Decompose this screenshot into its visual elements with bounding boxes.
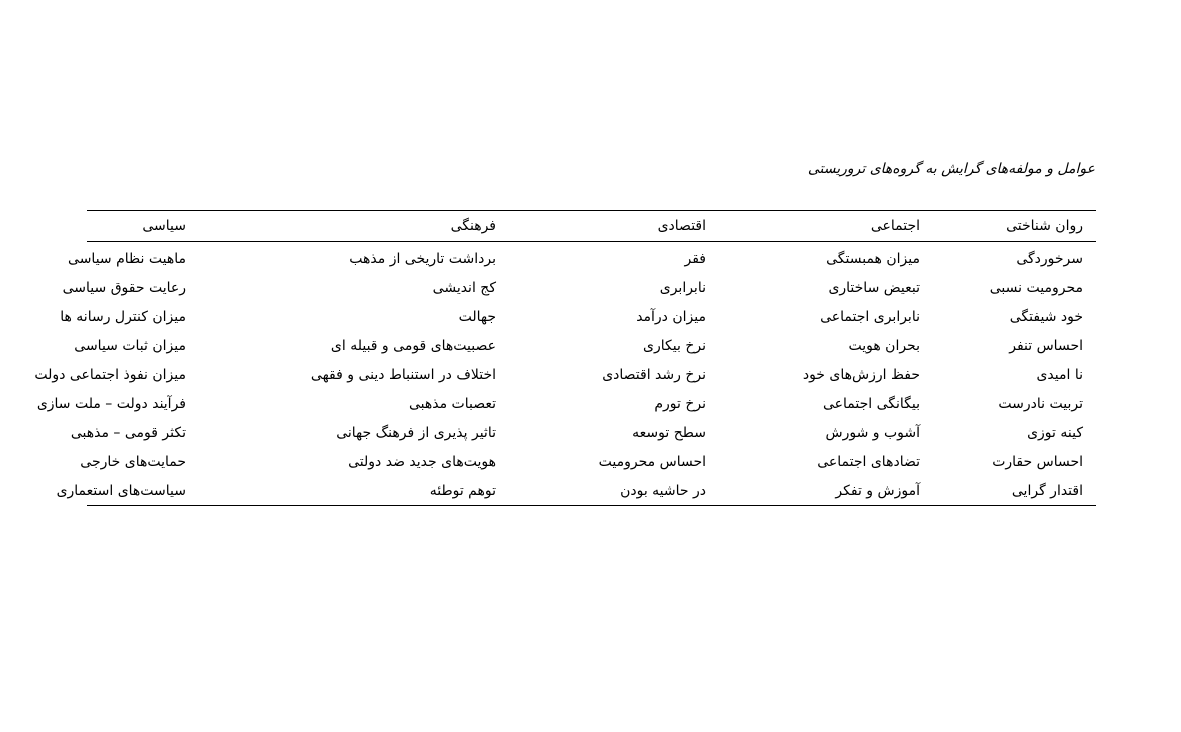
table-cell: احساس تنفر — [1009, 337, 1083, 354]
table-cell: حفظ ارزش‌های خود — [802, 366, 920, 383]
table-cell: اختلاف در استنباط دینی و فقهی — [310, 366, 496, 383]
table-cell: حمایت‌های خارجی — [80, 453, 186, 470]
table-cell: ماهیت نظام سیاسی — [68, 250, 186, 267]
table-cell: میزان همبستگی — [826, 250, 920, 267]
table-row — [87, 273, 1096, 302]
table-cell: میزان کنترل رسانه ها — [60, 308, 186, 325]
table-row — [87, 331, 1096, 360]
table-row — [87, 360, 1096, 389]
table-cell: میزان نفوذ اجتماعی دولت — [34, 366, 186, 383]
table-cell: کج اندیشی — [432, 279, 496, 296]
table-cell: سیاست‌های استعماری — [56, 482, 186, 499]
table-row — [87, 476, 1096, 506]
table-row — [87, 418, 1096, 447]
table-caption: عوامل و مولفه‌های گرایش به گروه‌های تروریستی — [807, 161, 1095, 177]
table-cell: هویت‌های جدید ضد دولتی — [348, 453, 496, 470]
header-psychological: روان شناختی — [1006, 218, 1083, 234]
table-cell: برداشت تاریخی از مذهب — [349, 250, 496, 267]
table-cell: بحران هویت — [848, 337, 920, 354]
table-cell: نرخ تورم — [654, 395, 706, 412]
table-cell: آشوب و شورش — [825, 424, 920, 441]
table-cell: نرخ رشد اقتصادی — [602, 366, 706, 383]
table-cell: تربیت نادرست — [998, 395, 1083, 412]
table-cell: در حاشیه بودن — [620, 482, 706, 499]
table-cell: تاثیر پذیری از فرهنگ جهانی — [336, 424, 496, 441]
table-cell: سرخوردگی — [1016, 250, 1083, 267]
table-header-row — [87, 211, 1096, 242]
table-cell: رعایت حقوق سیاسی — [62, 279, 186, 296]
table-row — [87, 447, 1096, 476]
table-cell: تبعیض ساختاری — [828, 279, 920, 296]
header-social: اجتماعی — [870, 218, 920, 234]
table-cell: فقر — [684, 250, 706, 267]
table-cell: اقتدار گرایی — [1011, 482, 1083, 499]
table-cell: نابرابری — [659, 279, 706, 296]
table-cell: جهالت — [458, 308, 496, 325]
header-cultural: فرهنگی — [450, 218, 496, 234]
table-cell: نرخ بیکاری — [643, 337, 706, 354]
table-cell: تضادهای اجتماعی — [817, 453, 920, 470]
header-economic: اقتصادی — [657, 218, 706, 234]
table-cell: میزان ثبات سیاسی — [74, 337, 186, 354]
table-cell: نا امیدی — [1036, 366, 1083, 383]
table-cell: کینه توزی — [1027, 424, 1083, 441]
table-row — [87, 302, 1096, 331]
table-cell: نابرابری اجتماعی — [820, 308, 920, 325]
table-cell: احساس حقارت — [992, 453, 1083, 470]
header-political: سیاسی — [142, 218, 186, 234]
table-cell: محرومیت نسبی — [989, 279, 1083, 296]
table-cell: فرآیند دولت – ملت سازی — [36, 395, 186, 412]
table-cell: توهم توطئه — [429, 482, 496, 499]
table-cell: تکثر قومی – مذهبی — [70, 424, 186, 441]
table-cell: میزان درآمد — [636, 308, 706, 325]
table-cell: خود شیفتگی — [1009, 308, 1083, 325]
table-row — [87, 389, 1096, 418]
table-cell: احساس محرومیت — [598, 453, 706, 470]
table-cell: تعصبات مذهبی — [408, 395, 496, 412]
factors-table — [34, 210, 1096, 506]
table-cell: سطح توسعه — [632, 424, 706, 441]
factors-table-container — [34, 210, 1096, 506]
table-row — [87, 242, 1096, 274]
table-cell: بیگانگی اجتماعی — [822, 395, 920, 412]
table-cell: عصبیت‌های قومی و قبیله ای — [330, 337, 496, 354]
table-cell: آموزش و تفکر — [835, 482, 920, 499]
